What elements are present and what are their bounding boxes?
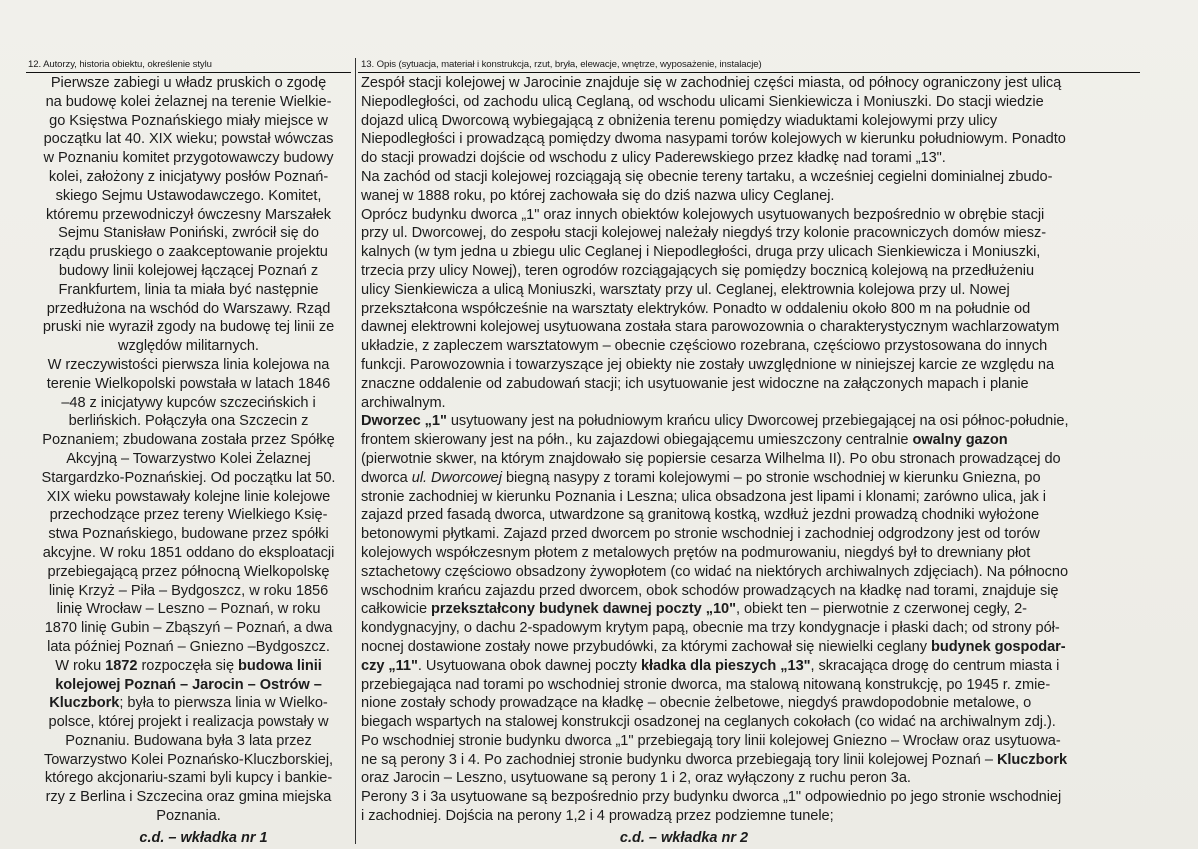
text-line: wanej w 1888 roku, po której zachowała się do dziś nazwa ulicy Ceglanej. <box>361 187 835 204</box>
text-line: stwa Poznańskiego, budowane przez spółki <box>48 526 329 543</box>
text-line: ne są perony 3 i 4. Po zachodniej stronie budynku dworca przebiegają tory linii kolejowej Poznań – Kluczbork <box>361 751 1068 768</box>
text-line: rządu pruskiego o zaakceptowanie projektu <box>49 244 328 261</box>
section-12-heading: 12. Autorzy, historia obiektu, określenie stylu <box>26 58 351 73</box>
text-line: Poznaniem; zbudowana została przez Spółkę <box>42 432 335 449</box>
text-line: Poznania. <box>156 808 221 825</box>
text-line: Po wschodniej stronie budynku dworca „1" przebiegają tory linii kolejowej Gniezno – Wrocław oraz usytuowa- <box>361 732 1061 749</box>
text-line: przy ul. Dworcowej, do zespołu stacji kolejowej należały niegdyś trzy kolonie pracowniczych domów miesz- <box>361 225 1047 242</box>
text-line: linię Wrocław – Leszno – Poznań, w roku <box>56 601 321 618</box>
text-line: wschodnim krańcu zajazdu przed dworcem, obok schodów prowadzących na kładkę nad torami, znajduje się <box>361 582 1059 599</box>
text-line: rzy z Berlina i Szczecina oraz gmina miejska <box>45 789 332 806</box>
text-line: Poznaniu. Budowana była 3 lata przez <box>65 732 312 749</box>
text-line: –48 z inicjatywy kupców szczecińskich i <box>61 394 316 411</box>
text-line: W roku 1872 rozpoczęła się budowa linii <box>55 657 322 674</box>
text-line: go Księstwa Poznańskiego miały miejsce w <box>49 112 328 129</box>
text-line: na budowę kolei żelaznej na terenie Wielkie- <box>45 93 332 110</box>
text-line: betonowymi płytkami. Zajazd przed dworcem po stronie wschodniej i zachodniej odgrodzony jest od torów <box>361 526 1040 543</box>
text-line: funkcji. Parowozownia i towarzyszące jej obiekty nie zostały uwzględnione w niniejszej karcie ze względu na <box>361 356 1055 373</box>
text-line: oraz Jarocin – Leszno, usytuowane są perony 1 i 2, oraz wyłączony z ruchu peron 3a. <box>361 770 911 787</box>
text-line: znaczne oddalenie od zabudowań stacji; ich usytuowanie jest widoczne na załączonych mapach i planie <box>361 375 1029 392</box>
text-line: Stargardzko-Poznańskiej. Od początku lat 50. <box>41 469 336 486</box>
text-line: pruski nie wyraził zgody na budowę tej linii ze <box>42 319 335 336</box>
text-line: nione zostały schody prowadzące na kładkę – obecnie żelbetowe, niegdyś prawdopodobnie metalowe, o <box>361 695 1032 712</box>
text-line: kolejowej Poznań – Jarocin – Ostrów – <box>55 676 322 693</box>
text-line: Na zachód od stacji kolejowej rozciągają się obecnie tereny tartaku, a wcześniej cegielni dominialnej zbudo- <box>361 168 1053 185</box>
text-line: którego akcjonariu-szami byli kupcy i bankie- <box>44 770 333 787</box>
text-line: czy „11". Usytuowana obok dawnej poczty kładka dla pieszych „13", skracająca drogę do centrum miasta i <box>361 657 1060 674</box>
text-line: i zachodniej. Dojścia na perony 1,2 i 4 prowadzą przez podziemne tunele; <box>361 808 834 825</box>
text-line: nocnej dostawione zostały nowe przybudówki, za którymi zachował się niewielki ceglany budynek gospodar- <box>361 638 1066 655</box>
text-line: kondygnacyjny, o dachu 2-spadowym krytym papą, obecnie ma trzy kondygnacje i płaski dach; od strony pół- <box>361 620 1060 637</box>
text-line: Niepodległości, od zachodu ulicą Ceglaną, od wschodu ulicami Sienkiewicza i Moniuszki. Do stacji wiedzie <box>361 93 1044 110</box>
text-line: przechodzące przez tereny Wielkiego Księ- <box>49 507 328 524</box>
column-divider <box>355 58 356 844</box>
text-line: całkowicie przekształcony budynek dawnej poczty „10", obiekt ten – pierwotnie z czerwonej cegły, 2- <box>361 601 1027 618</box>
text-line: początku lat 40. XIX wieku; powstał wówczas <box>43 131 334 148</box>
text-line: dworca ul. Dworcowej biegną nasypy z torami kolejowymi – po stronie wschodniej w kierunku Gniezna, po <box>361 469 1041 486</box>
text-line: Towarzystwo Kolei Poznańsko-Kluczborskiej, <box>43 751 334 768</box>
text-line: sztachetowy częściowo obsadzony żywopłotem (co widać na niektórych archiwalnych zdjęciach). Na północno <box>361 563 1069 580</box>
text-line: archiwalnym. <box>361 394 446 411</box>
text-line: frontem skierowany jest na półn., ku zajazdowi obiegającemu umieszczony centralnie owalny gazon <box>361 432 1008 449</box>
text-line: akcyjne. W roku 1851 oddano do eksploatacji <box>42 544 335 561</box>
text-line: Oprócz budynku dworca „1" oraz innych obiektów kolejowych usytuowanych bezpośrednio w obrębie stacji <box>361 206 1045 223</box>
text-line: biegach wspartych na stalowej konstrukcji osadzonej na ceglanych cokołach (co widać na archiwalnym zdj.). <box>361 714 1056 731</box>
continuation-note-1: c.d. – wkładka nr 1 <box>139 829 268 846</box>
text-line: 1870 linię Gubin – Zbąszyń – Poznań, a dwa <box>44 620 333 637</box>
text-line: dojazd ulicą Dworcową wybiegającą z obniżenia terenu pomiędzy wiaduktami kolejowymi przy ulicy <box>361 112 998 129</box>
text-line: Zespół stacji kolejowej w Jarocinie znajduje się w zachodniej części miasta, od północy ograniczony jest ulicą <box>361 75 1062 91</box>
text-line: trzecia przy ulicy Nowej), teren ogrodów rozciągających się pomiędzy bocznicą kolejową na przedłużeniu <box>361 262 1035 279</box>
text-line: W rzeczywistości pierwsza linia kolejowa na <box>47 356 330 373</box>
text-line: lata później Poznań – Gniezno –Bydgoszcz. <box>47 638 330 655</box>
section-12-body <box>26 74 351 826</box>
text-line: Kluczbork; była to pierwsza linia w Wielko- <box>49 695 328 712</box>
text-line: przedłużona na wschód do Warszawy. Rząd <box>46 300 331 317</box>
text-line: przekształcona współcześnie na warsztaty elektryków. Ponadto w oddaleniu około 800 m na południe od <box>361 300 1031 317</box>
text-line: któremu przewodniczył ówczesny Marszałek <box>45 206 332 223</box>
text-line: Pierwsze zabiegi u władz pruskich o zgodę <box>50 75 327 91</box>
text-line: przebiegającą przez północną Wielkopolskę <box>47 563 330 580</box>
text-line: Frankfurtem, linia ta miała być następnie <box>58 281 319 298</box>
text-line: polsce, której projekt i realizacja powstały w <box>48 714 329 731</box>
text-line: względów militarnych. <box>118 338 259 355</box>
text-line: (pierwotnie skwer, na którym znajdowało się popiersie cesarza Wilhelma II). Po obu stronach prowadzącej do <box>361 450 1061 467</box>
text-line: berlińskich. Połączyła ona Szczecin z <box>68 413 309 430</box>
continuation-note-2: c.d. – wkładka nr 2 <box>619 829 749 846</box>
text-line: przebiegająca nad torami po wschodniej stronie dworca, ma stalową nitowaną konstrukcję, po 1945 r. zmie- <box>361 676 1051 693</box>
text-line: kolejowych współczesnym płotem z metalowych prętów na podmurowaniu, niegdyś był to drewniany płot <box>361 544 1031 561</box>
text-line: kalnych (w tym jedna u zbiegu ulic Ceglanej i Niepodległości, druga przy ulicach Sienkiewicza i Moniuszki, <box>361 244 1041 261</box>
text-line: budowy linii kolejowej łączącej Poznań z <box>58 262 319 279</box>
text-line: Dworzec „1" usytuowany jest na południowym krańcu ulicy Dworcowej przebiegającej na osi północ-południe, <box>361 413 1069 430</box>
text-line: w Poznaniu komitet przygotowawczy budowy <box>43 150 334 167</box>
text-line: XIX wieku powstawały kolejne linie kolejowe <box>46 488 331 505</box>
section-13-body <box>358 74 1140 826</box>
text-line: Perony 3 i 3a usytuowane są bezpośrednio przy budynku dworca „1" odpowiednio po jego stronie wschodniej <box>361 789 1062 806</box>
text-line: układzie, z zapleczem warsztatowym – obecnie częściowo rozebrana, częściowo przystosowana do innych <box>361 338 1048 355</box>
text-line: dawnej elektrowni kolejowej usytuowana została stara parowozownia o charakterystycznym wachlarzowatym <box>361 319 1060 336</box>
section-13-heading: 13. Opis (sytuacja, materiał i konstrukcja, rzut, bryła, elewacje, wnętrze, wyposażenie, instalacje) <box>358 58 1140 73</box>
text-line: Niepodległości i prowadzącą pomiędzy dwoma nasypami torów kolejowych w kierunku południowym. Ponadto <box>361 131 1066 148</box>
section-12-column <box>26 58 351 849</box>
section-13-column <box>358 58 1140 849</box>
text-line: Akcyjną – Towarzystwo Kolei Żelaznej <box>66 450 311 467</box>
text-line: kolei, założony z inicjatywy posłów Poznań- <box>48 168 329 185</box>
text-line: ulicy Sienkiewicza a ulicą Moniuszki, warsztaty przy ul. Ceglanej, elektrownia kolejowa przy ul. Nowej <box>361 281 1010 298</box>
text-line: zajazd przed fasadą dworca, utwardzone są granitową kostką, wzdłuż jezdni prowadzą chodniki wyłożone <box>361 507 1040 524</box>
text-line: do stacji prowadzi dojście od wschodu z ulicy Paderewskiego przez kładkę nad torami „13". <box>361 150 946 167</box>
text-line: terenie Wielkopolski powstała w latach 1846 <box>46 375 331 392</box>
text-line: skiego Sejmu Ustawodawczego. Komitet, <box>55 187 322 204</box>
text-line: stronie zachodniej w kierunku Poznania i Leszna; ulica obsadzona jest lipami i klonami; zarówno ulica, jak i <box>361 488 1046 505</box>
text-line: linię Krzyż – Piła – Bydgoszcz, w roku 1856 <box>48 582 329 599</box>
text-line: Sejmu Stanisław Poniński, zwrócił się do <box>58 225 319 242</box>
